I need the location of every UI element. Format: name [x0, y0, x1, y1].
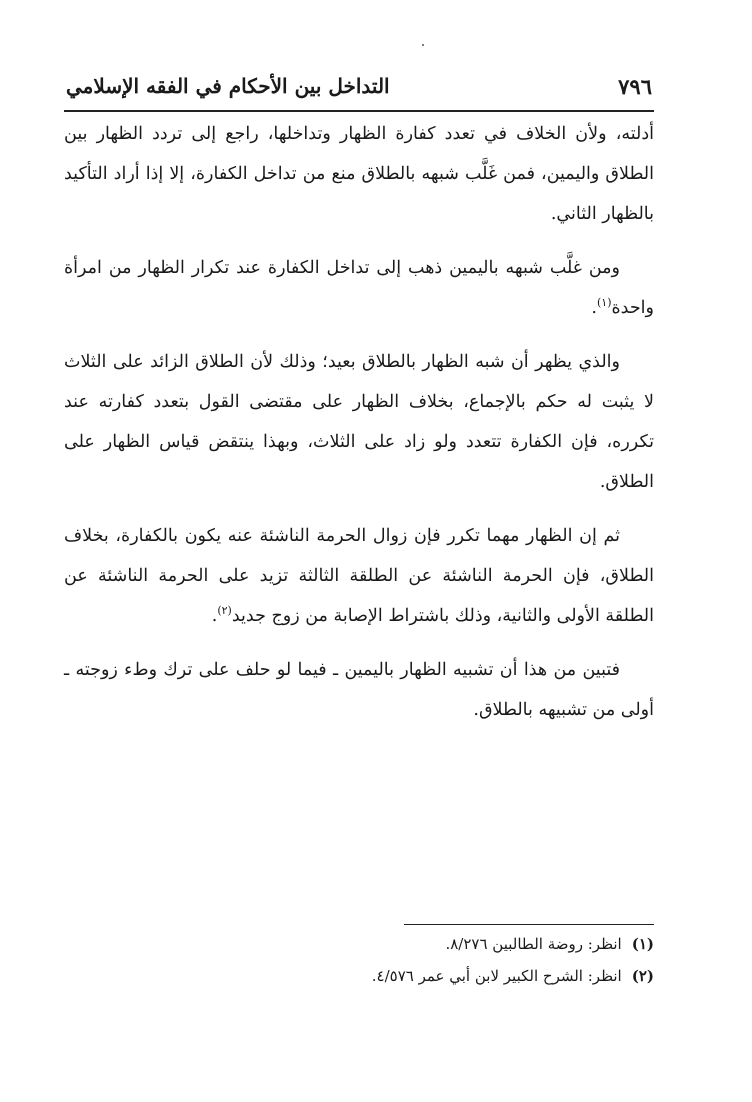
- footnote-text: انظر: روضة الطالبين ٨/٢٧٦.: [445, 935, 622, 953]
- main-text: [64, 114, 654, 744]
- footnote-1: [64, 928, 654, 960]
- footnote-2: [64, 960, 654, 992]
- footnote-ref-1[interactable]: (١): [596, 296, 612, 310]
- paragraph-end: .: [591, 298, 597, 318]
- footnote-ref-2[interactable]: (٢): [217, 604, 232, 618]
- page-header: [64, 70, 656, 106]
- paragraph-text: ومن غلَّب شبهه باليمين ذهب إلى تداخل الكفارة عند تكرار الظهار من امرأة واحدة: [64, 258, 654, 318]
- paragraph-5: [64, 650, 654, 730]
- running-title: التداخل بين الأحكام في الفقه الإسلامي: [66, 74, 390, 98]
- footnote-number: (١): [631, 935, 654, 953]
- paragraph-2: [64, 248, 654, 328]
- paragraph-text: فتبين من هذا أن تشبيه الظهار باليمين ـ فيما لو حلف على ترك وطء زوجته ـ أولى من تشبيهه بالطلاق.: [64, 660, 654, 720]
- paragraph-text: أدلته، ولأن الخلاف في تعدد كفارة الظهار وتداخلها، راجع إلى تردد الظهار بين الطلاق واليمين، فمن غَلَّب شبهه بالطلاق منع من تداخل الكفارة، إلا إذا أراد التأكيد بالظهار الثاني.: [64, 124, 654, 224]
- header-rule: [64, 110, 654, 112]
- page-speck: [422, 44, 424, 46]
- paragraph-1: [64, 114, 654, 234]
- paragraph-text: ثم إن الظهار مهما تكرر فإن زوال الحرمة الناشئة عنه يكون بالكفارة، بخلاف الطلاق، فإن الحرمة الناشئة عن الطلقة الثالثة تزيد على الحرمة الناشئة عن الطلقة الأولى والثانية، وذلك باشتراط الإصابة من زوج جديد: [64, 526, 654, 626]
- paragraph-4: [64, 516, 654, 636]
- footnotes: [64, 928, 654, 992]
- paragraph-text: والذي يظهر أن شبه الظهار بالطلاق بعيد؛ وذلك لأن الطلاق الزائد على الثلاث لا يثبت له حكم بالإجماع، بخلاف الظهار على مقتضى القول بتعدد كفارته عند تكرره، فإن الكفارة تتعدد ولو زاد على الثلاث، وبهذا ينتقض قياس الظهار على الطلاق.: [64, 352, 654, 492]
- paragraph-3: [64, 342, 654, 502]
- page-number: ٧٩٦: [618, 74, 652, 99]
- footnote-rule: [404, 924, 654, 925]
- footnote-number: (٢): [631, 967, 654, 985]
- footnote-text: انظر: الشرح الكبير لابن أبي عمر ٤/٥٧٦.: [371, 967, 622, 985]
- paragraph-end: .: [211, 606, 218, 626]
